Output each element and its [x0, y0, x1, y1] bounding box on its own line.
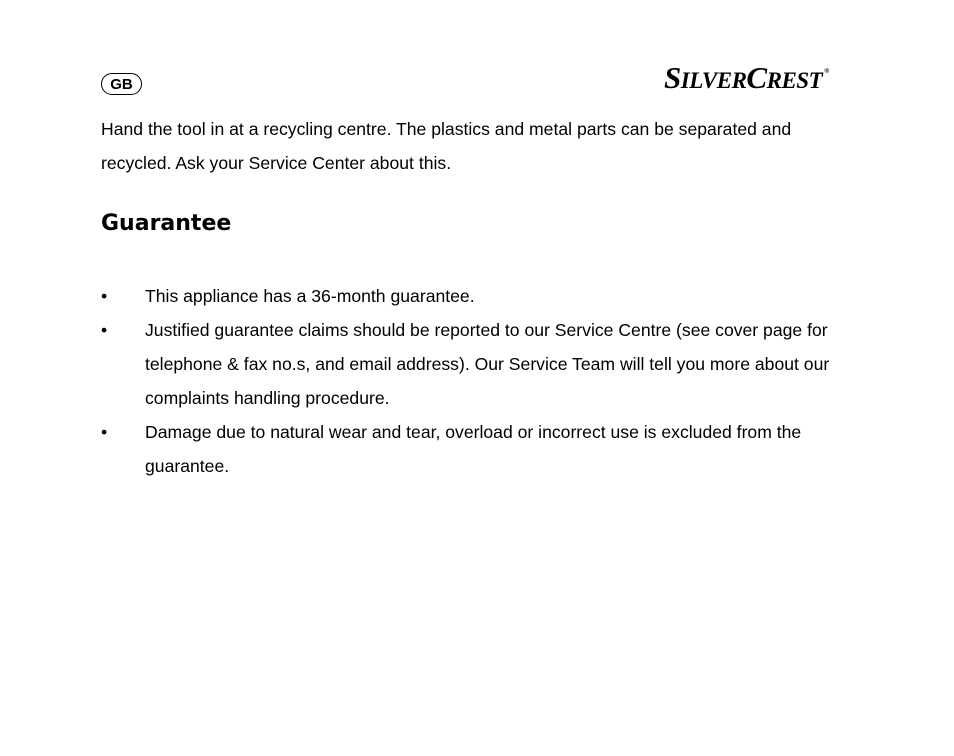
bullet-icon: •	[101, 286, 108, 306]
brand-rest-ilver: ILVER	[680, 68, 747, 93]
bullet-item	[101, 279, 861, 313]
country-code-label: GB	[110, 75, 133, 93]
bullet-item-text: Damage due to natural wear and tear, overload or incorrect use is excluded from the guarantee.	[145, 422, 802, 476]
registered-trademark-mark: ®	[824, 67, 829, 75]
bullet-item	[101, 415, 861, 483]
bullet-item	[101, 313, 861, 415]
section-heading: Guarantee	[101, 211, 232, 236]
bullet-item-text: This appliance has a 36-month guarantee.	[145, 286, 475, 306]
recycling-paragraph: Hand the tool in at a recycling centre. The plastics and metal parts can be separated and recycled. Ask your Service Center about this.	[101, 119, 792, 173]
brand-rest-rest: REST	[766, 68, 823, 93]
brand-initial-c: C	[746, 60, 767, 95]
guarantee-bullet-list	[101, 279, 861, 483]
country-code-badge	[101, 73, 142, 95]
bullet-icon: •	[101, 320, 108, 340]
bullet-item-text: Justified guarantee claims should be reported to our Service Centre (see cover page for telephone & fax no.s, and email address). Our Service Team will tell you more about our complaints handling procedure.	[145, 320, 830, 408]
bullet-icon: •	[101, 422, 108, 442]
brand-logo	[664, 62, 829, 93]
brand-initial-s: S	[664, 60, 681, 95]
